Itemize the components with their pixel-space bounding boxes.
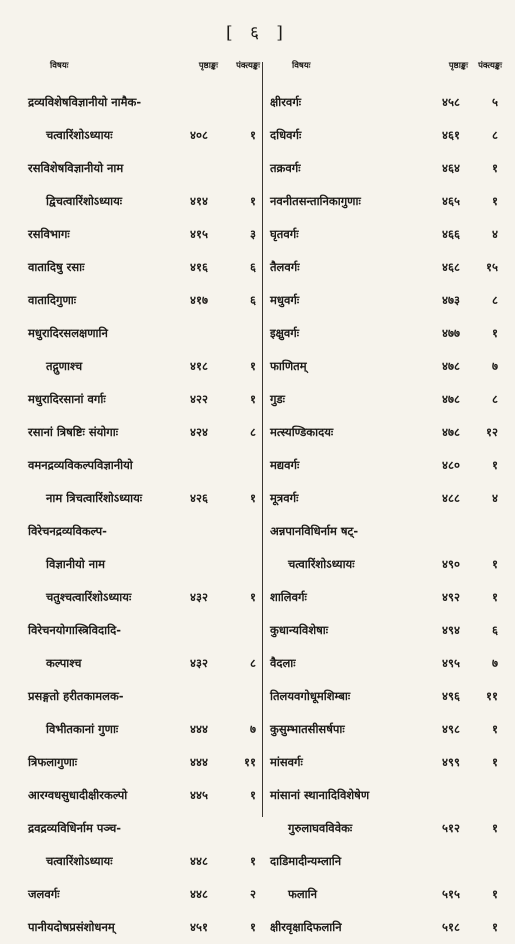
entry-subject: चतुश्चत्वारिंशोऽध्यायः (46, 590, 132, 604)
entry-line: १ (250, 392, 256, 406)
index-entry (270, 416, 502, 449)
entry-page: ४९५ (442, 656, 460, 670)
entry-line: १ (492, 590, 498, 604)
right-header-line: पंक्त्यङ्कः (478, 61, 502, 71)
entry-subject: विभीतकानां गुणाः (46, 722, 119, 736)
entry-subject: मद्यवर्गः (270, 458, 300, 472)
index-entry (270, 350, 502, 383)
entry-line: ११ (486, 689, 498, 703)
entry-line: १ (250, 491, 256, 505)
left-entries (28, 86, 260, 944)
entry-line: १ (492, 458, 498, 472)
entry-page: ४६८ (442, 260, 460, 274)
entry-page: ४२२ (190, 392, 208, 406)
entry-line: ६ (250, 293, 256, 307)
index-entry (28, 713, 260, 746)
entry-page: ४८० (442, 458, 460, 472)
index-entry (270, 449, 502, 482)
entry-line: १ (250, 920, 256, 934)
index-entry (270, 779, 502, 812)
entry-page: ४३२ (190, 656, 208, 670)
entry-subject: विरेचनयोगास्त्रिविदादि- (28, 623, 121, 637)
entry-page: ४८८ (442, 491, 460, 505)
entry-page: ४७७ (442, 326, 460, 340)
entry-subject: क्षीरवर्गः (270, 95, 302, 109)
entry-line: १५ (486, 260, 498, 274)
entry-page: ४१५ (190, 227, 208, 241)
index-entry (28, 878, 260, 911)
entry-line: ६ (250, 260, 256, 274)
entry-line: ८ (492, 392, 498, 406)
index-entry (28, 251, 260, 284)
entry-subject: फलानि (288, 887, 318, 901)
right-entries (270, 86, 502, 944)
entry-subject: शालिवर्गः (270, 590, 307, 604)
entry-subject: मधुवर्गः (270, 293, 300, 307)
entry-subject: नवनीतसन्तानिकागुणाः (270, 194, 361, 208)
entry-subject: विज्ञानीयो नाम (46, 557, 105, 571)
entry-line: १ (492, 755, 498, 769)
entry-page: ४६१ (442, 128, 460, 142)
entry-line: ६ (492, 623, 498, 637)
index-entry (28, 218, 260, 251)
entry-subject: पानीयदोषप्रसंशोधनम् (28, 920, 115, 934)
index-entry (28, 515, 260, 548)
entry-page: ४३२ (190, 590, 208, 604)
entry-page: ४७३ (442, 293, 460, 307)
index-entry (28, 86, 260, 119)
entry-line: १ (250, 128, 256, 142)
right-header (270, 60, 502, 74)
entry-line: १ (492, 920, 498, 934)
index-entry (28, 317, 260, 350)
entry-line: १ (492, 161, 498, 175)
entry-subject: गुडः (270, 392, 285, 406)
entry-subject: मधुरादिरसानां वर्गाः (28, 392, 106, 406)
entry-line: १ (250, 788, 256, 802)
entry-page: ५१५ (442, 887, 460, 901)
entry-line: १ (492, 194, 498, 208)
entry-subject: इक्षुवर्गः (270, 326, 300, 340)
entry-page: ४१८ (190, 359, 208, 373)
index-entry (28, 119, 260, 152)
index-entry (270, 746, 502, 779)
index-entry (270, 614, 502, 647)
index-entry (28, 482, 260, 515)
entry-line: ५ (492, 95, 498, 109)
right-header-page: पृष्ठाङ्कः (448, 61, 468, 71)
index-entry (270, 317, 502, 350)
entry-subject: चत्वारिंशोऽध्यायः (288, 557, 355, 571)
entry-subject: त्रिफलागुणाः (28, 755, 78, 769)
left-header-line: पंक्त्यङ्कः (236, 61, 260, 71)
entry-subject: रसानां त्रिषष्टिः संयोगाः (28, 425, 119, 439)
index-entry (28, 152, 260, 185)
entry-subject: मांसानां स्थानादिविशेषेण (270, 788, 370, 802)
index-entry (28, 911, 260, 944)
index-entry (270, 383, 502, 416)
entry-page: ४९२ (442, 590, 460, 604)
entry-subject: आरग्वधसुधादीक्षीरकल्पो (28, 788, 128, 802)
entry-page: ४९४ (442, 623, 460, 637)
entry-page: ४७८ (442, 425, 460, 439)
entry-page: ४७८ (442, 392, 460, 406)
entry-line: १ (492, 557, 498, 571)
entry-line: ७ (492, 656, 498, 670)
entry-subject: द्विचत्वारिंशोऽध्यायः (46, 194, 123, 208)
index-entry (270, 218, 502, 251)
entry-subject: कल्पाश्च (46, 656, 82, 670)
entry-subject: वैदलाः (270, 656, 296, 670)
index-entry (28, 614, 260, 647)
entry-line: १ (250, 854, 256, 868)
entry-page: ४९८ (442, 722, 460, 736)
entry-subject: गुरुलाघवविवेकः (288, 821, 353, 835)
left-column (28, 60, 260, 944)
entry-page: ४४८ (190, 887, 208, 901)
entry-subject: मूत्रवर्गः (270, 491, 299, 505)
index-entry (270, 284, 502, 317)
entry-subject: मत्स्यण्डिकादयः (270, 425, 334, 439)
entry-subject: मांसवर्गः (270, 755, 303, 769)
entry-page: ४०८ (190, 128, 208, 142)
entry-line: ७ (250, 722, 256, 736)
index-entry (28, 812, 260, 845)
entry-page: ४६४ (442, 161, 460, 175)
page-number: [ ६ ] (226, 23, 289, 43)
entry-line: ८ (250, 656, 256, 670)
index-entry (270, 86, 502, 119)
index-entry (270, 119, 502, 152)
entry-page: ५१८ (442, 920, 460, 934)
entry-page: ४६६ (442, 227, 460, 241)
column-divider (262, 62, 263, 817)
index-entry (28, 647, 260, 680)
entry-page: ४१६ (190, 260, 208, 274)
entry-subject: रसविशेषविज्ञानीयो नाम (28, 161, 124, 175)
left-header-subject: विषयः (50, 61, 69, 71)
entry-line: ४ (492, 227, 498, 241)
entry-subject: दधिवर्गः (270, 128, 302, 142)
entry-subject: तैलवर्गः (270, 260, 300, 274)
entry-subject: विरेचनद्रव्यविकल्प- (28, 524, 107, 538)
entry-subject: तिलयवगोधूमशिम्बाः (270, 689, 351, 703)
entry-page: ४५८ (442, 95, 460, 109)
index-entry (270, 878, 502, 911)
entry-line: १ (492, 722, 498, 736)
entry-line: १ (492, 821, 498, 835)
entry-subject: मधुरादिरसलक्षणानि (28, 326, 108, 340)
entry-subject: घृतवर्गः (270, 227, 299, 241)
index-entry (28, 185, 260, 218)
index-entry (270, 911, 502, 944)
entry-subject: तक्रवर्गः (270, 161, 301, 175)
entry-line: १ (492, 887, 498, 901)
index-entry (270, 185, 502, 218)
index-entry (270, 680, 502, 713)
index-entry (270, 152, 502, 185)
entry-subject: चत्वारिंशोऽध्यायः (46, 854, 113, 868)
entry-subject: फाणितम् (270, 359, 307, 373)
entry-subject: दाडिमादीन्यम्लानि (270, 854, 342, 868)
entry-page: ४९० (442, 557, 460, 571)
index-entry (270, 515, 502, 548)
index-entry (270, 251, 502, 284)
index-entry (270, 548, 502, 581)
entry-line: २ (250, 887, 256, 901)
entry-line: १ (250, 194, 256, 208)
index-entry (270, 647, 502, 680)
index-entry (270, 713, 502, 746)
entry-page: ४६५ (442, 194, 460, 208)
entry-subject: वातादिगुणाः (28, 293, 77, 307)
entry-page: ४२४ (190, 425, 208, 439)
entry-line: ७ (492, 359, 498, 373)
entry-page: ४७८ (442, 359, 460, 373)
entry-page: ४१७ (190, 293, 208, 307)
index-entry (270, 845, 502, 878)
left-header (28, 60, 260, 74)
entry-page: ४१४ (190, 194, 208, 208)
index-entry (28, 350, 260, 383)
entry-line: ८ (492, 293, 498, 307)
entry-line: ८ (492, 128, 498, 142)
right-header-subject: विषयः (292, 61, 311, 71)
entry-subject: वातादिषु रसाः (28, 260, 85, 274)
entry-subject: द्रव्यविशेषविज्ञानीयो नामैक- (28, 95, 142, 109)
entry-page: ५१२ (442, 821, 460, 835)
index-entry (28, 845, 260, 878)
entry-subject: अन्नपानविधिर्नाम षट्- (270, 524, 359, 538)
index-entry (28, 449, 260, 482)
index-entry (28, 416, 260, 449)
right-column (270, 60, 502, 944)
entry-line: ३ (250, 227, 256, 241)
entry-subject: प्रसङ्गतो हरीतकामलक- (28, 689, 124, 703)
entry-line: १२ (486, 425, 498, 439)
index-entry (28, 548, 260, 581)
entry-line: ४ (492, 491, 498, 505)
left-header-page: पृष्ठाङ्कः (198, 61, 218, 71)
entry-subject: कुसुम्भातसीसर्षपाः (270, 722, 345, 736)
entry-page: ४९९ (442, 755, 460, 769)
entry-subject: क्षीरवृक्षादिफलानि (270, 920, 342, 934)
entry-subject: चत्वारिंशोऽध्यायः (46, 128, 113, 142)
entry-subject: तद्गुणाश्च (46, 359, 83, 373)
entry-page: ४४४ (190, 755, 208, 769)
entry-page: ४९६ (442, 689, 460, 703)
entry-page: ४४८ (190, 854, 208, 868)
entry-subject: जलवर्गः (28, 887, 60, 901)
entry-page: ४४५ (190, 788, 208, 802)
entry-line: ८ (250, 425, 256, 439)
entry-subject: वमनद्रव्यविकल्पविज्ञानीयो (28, 458, 133, 472)
entry-page: ४२६ (190, 491, 208, 505)
index-entry (28, 383, 260, 416)
index-entry (28, 680, 260, 713)
index-entry (270, 482, 502, 515)
index-entry (270, 812, 502, 845)
index-entry (28, 746, 260, 779)
entry-subject: द्रवद्रव्यविधिर्नाम पञ्च- (28, 821, 122, 835)
entry-page: ४४४ (190, 722, 208, 736)
entry-subject: कुधान्यविशेषाः (270, 623, 329, 637)
entry-subject: रसविभागः (28, 227, 70, 241)
entry-line: १ (250, 590, 256, 604)
index-entry (270, 581, 502, 614)
entry-line: १ (250, 359, 256, 373)
entry-line: १ (492, 326, 498, 340)
index-entry (28, 581, 260, 614)
index-entry (28, 779, 260, 812)
entry-line: ११ (244, 755, 256, 769)
index-entry (28, 284, 260, 317)
entry-subject: नाम त्रिचत्वारिंशोऽध्यायः (46, 491, 143, 505)
entry-page: ४५१ (190, 920, 208, 934)
